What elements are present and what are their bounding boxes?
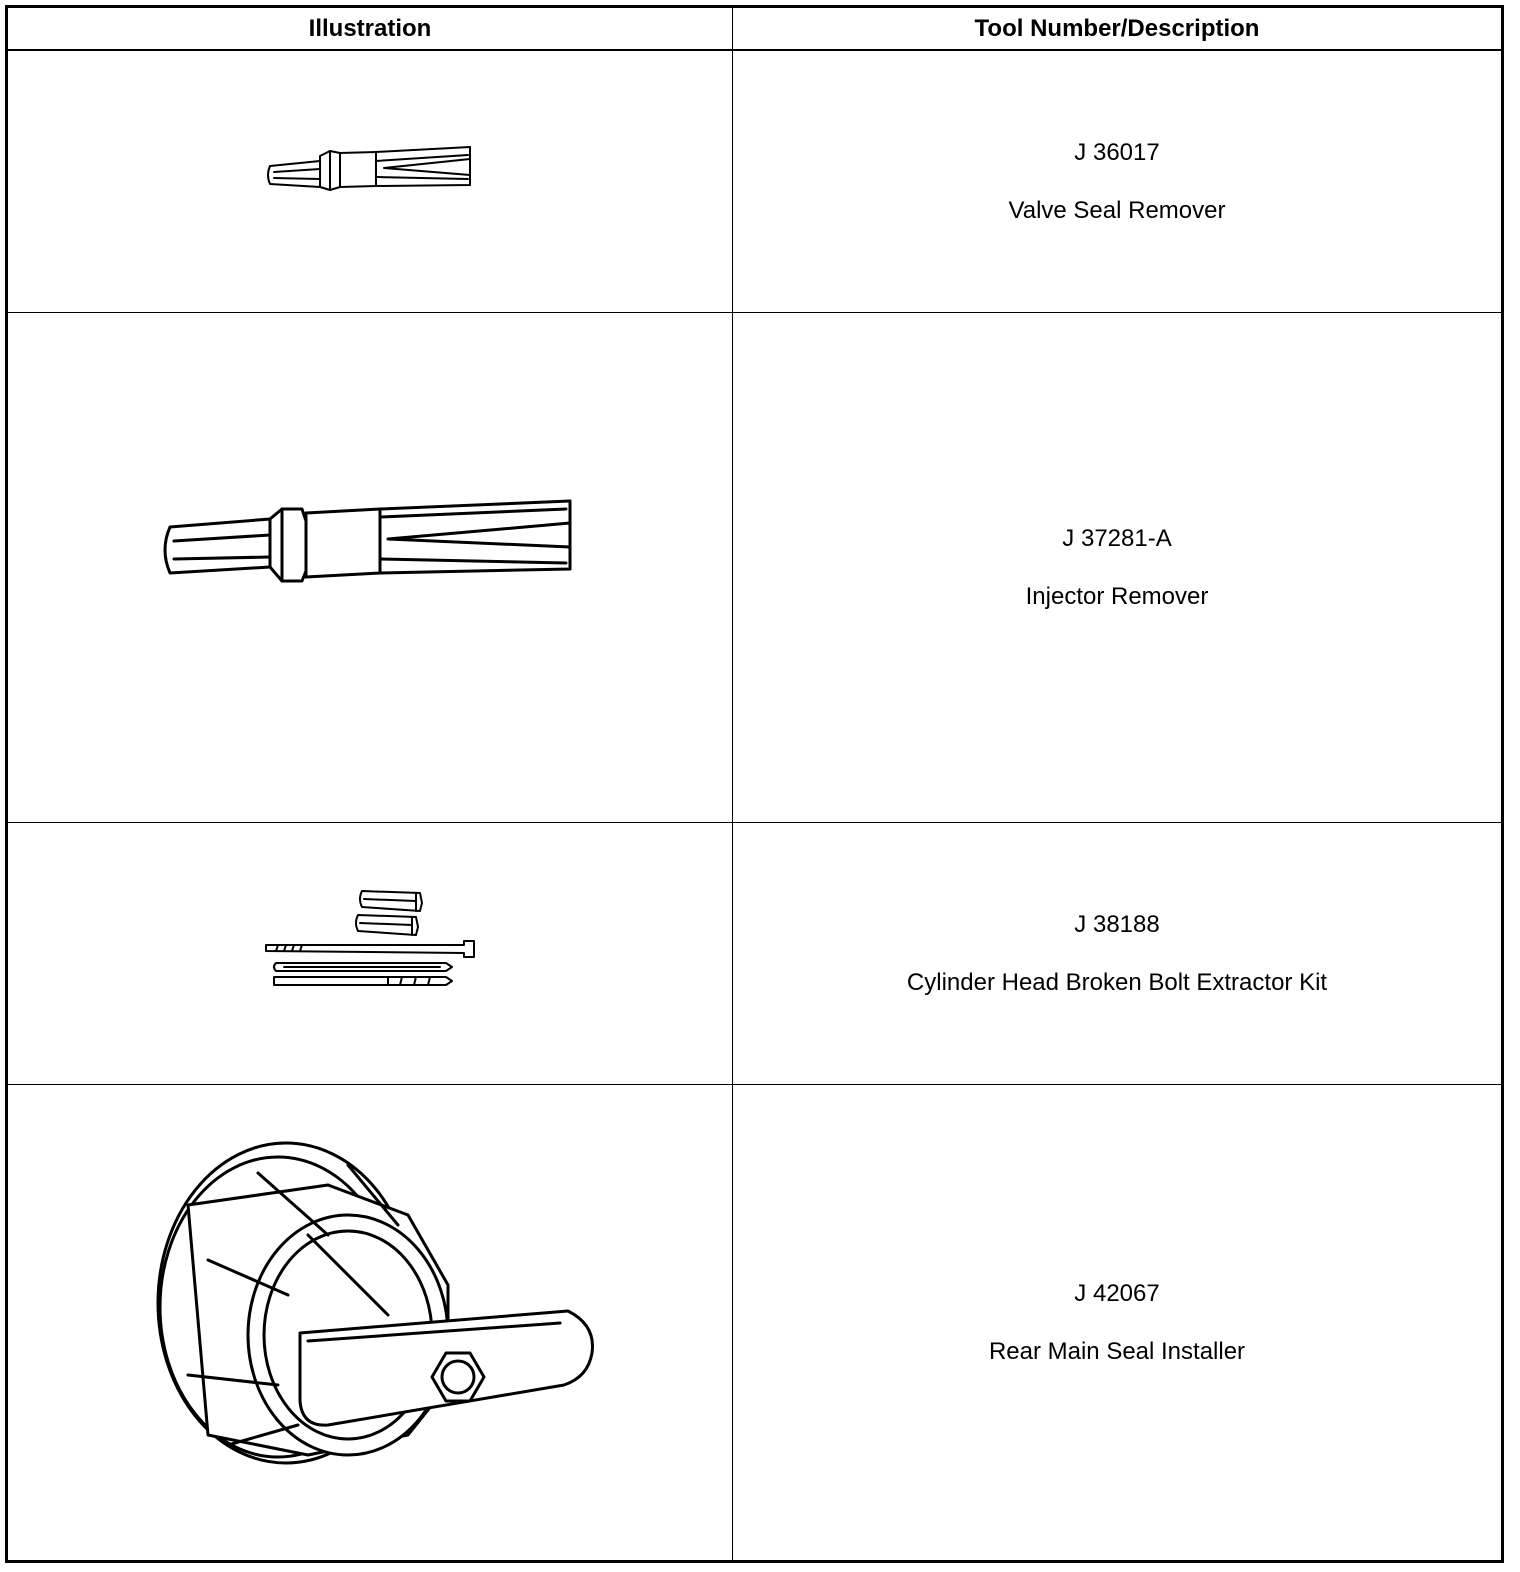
illustration-cell-4	[8, 1085, 733, 1560]
tool-description: Injector Remover	[1025, 582, 1209, 610]
rear-main-seal-installer-icon	[8, 1085, 733, 1563]
illustration-cell-3	[8, 823, 733, 1085]
injector-remover-icon	[8, 313, 733, 823]
special-tools-table	[5, 5, 1504, 1563]
header-tool-description: Tool Number/Description	[733, 8, 1501, 51]
tool-description: Valve Seal Remover	[1008, 196, 1226, 224]
valve-seal-remover-icon	[8, 51, 733, 313]
tool-number: J 38188	[1074, 910, 1160, 938]
tool-number: J 36017	[1074, 138, 1160, 166]
header-illustration: Illustration	[8, 8, 733, 51]
description-cell-4	[733, 1085, 1501, 1560]
bolt-extractor-kit-icon	[8, 823, 733, 1085]
description-cell-1	[733, 51, 1501, 313]
description-cell-2	[733, 313, 1501, 823]
illustration-cell-1	[8, 51, 733, 313]
illustration-cell-2	[8, 313, 733, 823]
tool-description: Cylinder Head Broken Bolt Extractor Kit	[906, 968, 1328, 996]
description-cell-3	[733, 823, 1501, 1085]
tool-description: Rear Main Seal Installer	[988, 1337, 1246, 1365]
tool-number: J 37281-A	[1062, 524, 1172, 552]
tool-number: J 42067	[1074, 1279, 1160, 1307]
